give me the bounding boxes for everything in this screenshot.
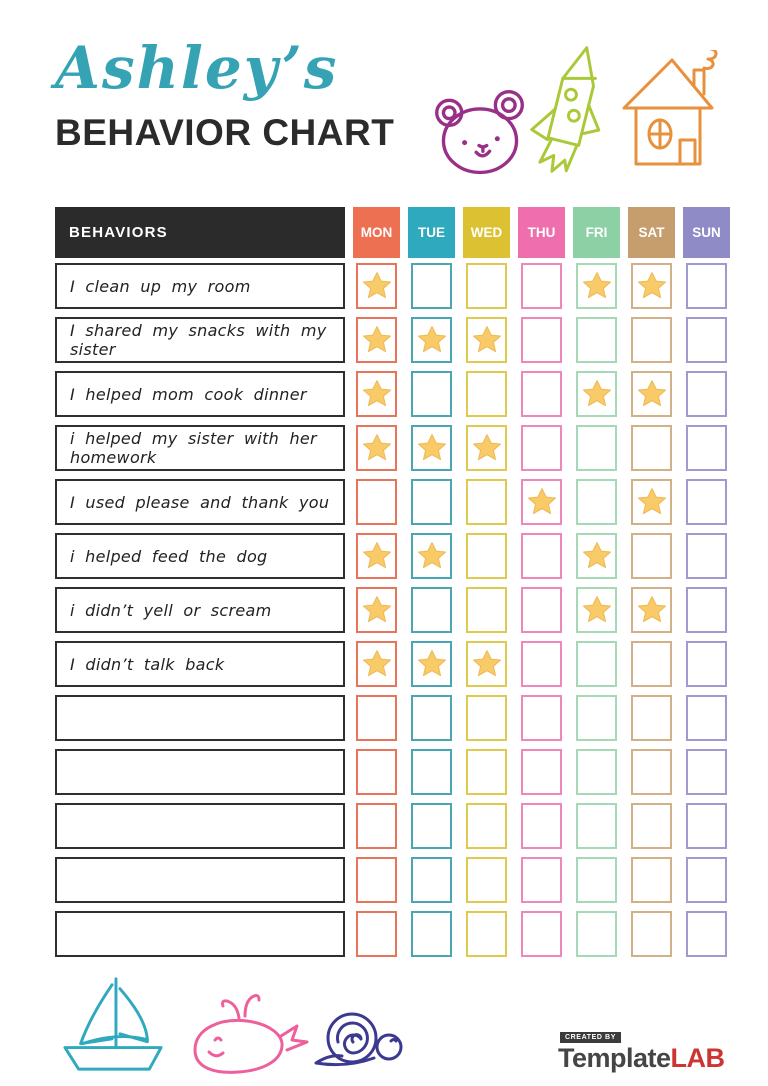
star-icon bbox=[471, 324, 503, 356]
templatelab-logo bbox=[558, 1026, 725, 1072]
day-cell-thu[interactable] bbox=[521, 263, 562, 309]
day-cell-fri[interactable] bbox=[576, 479, 617, 525]
star-icon bbox=[361, 432, 393, 464]
day-cell-wed[interactable] bbox=[466, 425, 507, 471]
day-header-tue: TUE bbox=[408, 207, 455, 258]
day-cell-wed[interactable] bbox=[466, 587, 507, 633]
day-cell-fri[interactable] bbox=[576, 263, 617, 309]
day-cell-thu[interactable] bbox=[521, 587, 562, 633]
day-cell-tue[interactable] bbox=[411, 749, 452, 795]
star-icon bbox=[361, 270, 393, 302]
day-cell-fri[interactable] bbox=[576, 641, 617, 687]
day-cell-thu[interactable] bbox=[521, 695, 562, 741]
day-cell-fri[interactable] bbox=[576, 911, 617, 957]
table-row bbox=[55, 749, 730, 795]
day-cell-sun[interactable] bbox=[686, 911, 727, 957]
brand-name: Template bbox=[558, 1043, 671, 1073]
behavior-label-box[interactable] bbox=[55, 803, 345, 849]
star-icon bbox=[636, 270, 668, 302]
day-cell-mon[interactable] bbox=[356, 263, 397, 309]
day-cell-tue[interactable] bbox=[411, 533, 452, 579]
table-row bbox=[55, 263, 730, 309]
star-icon bbox=[361, 378, 393, 410]
day-cell-tue[interactable] bbox=[411, 371, 452, 417]
day-cell-sun[interactable] bbox=[686, 641, 727, 687]
behavior-label-box[interactable]: i helped my sister with her homework bbox=[55, 425, 345, 471]
star-icon bbox=[636, 594, 668, 626]
behavior-label-box[interactable]: I clean up my room bbox=[55, 263, 345, 309]
day-header-wed: WED bbox=[463, 207, 510, 258]
day-cell-thu[interactable] bbox=[521, 911, 562, 957]
snail-icon bbox=[312, 1002, 408, 1074]
star-icon bbox=[471, 432, 503, 464]
day-cell-mon[interactable] bbox=[356, 641, 397, 687]
day-cell-sun[interactable] bbox=[686, 263, 727, 309]
day-cell-fri[interactable] bbox=[576, 587, 617, 633]
day-cell-fri[interactable] bbox=[576, 371, 617, 417]
day-cell-mon[interactable] bbox=[356, 533, 397, 579]
day-cell-wed[interactable] bbox=[466, 857, 507, 903]
behavior-label-box[interactable]: I helped mom cook dinner bbox=[55, 371, 345, 417]
day-cell-tue[interactable] bbox=[411, 695, 452, 741]
whale-icon bbox=[180, 988, 314, 1084]
day-cell-fri[interactable] bbox=[576, 695, 617, 741]
table-row bbox=[55, 641, 730, 687]
day-cell-thu[interactable] bbox=[521, 479, 562, 525]
day-cell-mon[interactable] bbox=[356, 479, 397, 525]
star-icon bbox=[361, 324, 393, 356]
day-cell-sat[interactable] bbox=[631, 911, 672, 957]
day-cell-tue[interactable] bbox=[411, 641, 452, 687]
day-cell-mon[interactable] bbox=[356, 749, 397, 795]
day-header-fri: FRI bbox=[573, 207, 620, 258]
star-icon bbox=[636, 378, 668, 410]
day-cell-sun[interactable] bbox=[686, 425, 727, 471]
star-icon bbox=[361, 594, 393, 626]
table-row bbox=[55, 533, 730, 579]
day-cell-tue[interactable] bbox=[411, 479, 452, 525]
table-header-row bbox=[55, 207, 730, 258]
behavior-label-box[interactable] bbox=[55, 749, 345, 795]
day-cell-fri[interactable] bbox=[576, 857, 617, 903]
day-cell-thu[interactable] bbox=[521, 425, 562, 471]
behavior-label-box[interactable]: I shared my snacks with my sister bbox=[55, 317, 345, 363]
day-cell-fri[interactable] bbox=[576, 533, 617, 579]
brand-wordmark bbox=[558, 1044, 725, 1072]
day-cell-tue[interactable] bbox=[411, 857, 452, 903]
day-cell-tue[interactable] bbox=[411, 317, 452, 363]
day-cell-sat[interactable] bbox=[631, 641, 672, 687]
day-cell-fri[interactable] bbox=[576, 749, 617, 795]
day-cell-thu[interactable] bbox=[521, 749, 562, 795]
behavior-table bbox=[55, 207, 730, 965]
day-cell-sat[interactable] bbox=[631, 479, 672, 525]
day-cell-thu[interactable] bbox=[521, 317, 562, 363]
day-cell-wed[interactable] bbox=[466, 479, 507, 525]
brand-suffix: LAB bbox=[670, 1043, 725, 1073]
day-cell-mon[interactable] bbox=[356, 587, 397, 633]
star-icon bbox=[581, 540, 613, 572]
day-header-mon: MON bbox=[353, 207, 400, 258]
sailboat-icon bbox=[58, 973, 170, 1077]
day-cell-thu[interactable] bbox=[521, 371, 562, 417]
star-icon bbox=[361, 540, 393, 572]
table-row bbox=[55, 695, 730, 741]
day-cell-sat[interactable] bbox=[631, 425, 672, 471]
day-cell-wed[interactable] bbox=[466, 749, 507, 795]
day-cell-sun[interactable] bbox=[686, 857, 727, 903]
day-cell-sat[interactable] bbox=[631, 371, 672, 417]
table-row bbox=[55, 371, 730, 417]
page-title: BEHAVIOR CHART bbox=[55, 112, 395, 153]
day-cell-sat[interactable] bbox=[631, 803, 672, 849]
day-cell-sat[interactable] bbox=[631, 533, 672, 579]
day-cell-wed[interactable] bbox=[466, 317, 507, 363]
day-cell-sun[interactable] bbox=[686, 317, 727, 363]
day-cell-mon[interactable] bbox=[356, 803, 397, 849]
star-icon bbox=[471, 648, 503, 680]
day-cell-fri[interactable] bbox=[576, 425, 617, 471]
day-cell-fri[interactable] bbox=[576, 803, 617, 849]
day-cell-wed[interactable] bbox=[466, 641, 507, 687]
star-icon bbox=[361, 648, 393, 680]
day-cell-sun[interactable] bbox=[686, 587, 727, 633]
day-cell-wed[interactable] bbox=[466, 803, 507, 849]
day-cell-tue[interactable] bbox=[411, 425, 452, 471]
day-cell-wed[interactable] bbox=[466, 695, 507, 741]
day-cell-wed[interactable] bbox=[466, 263, 507, 309]
star-icon bbox=[636, 486, 668, 518]
star-icon bbox=[416, 432, 448, 464]
day-cell-tue[interactable] bbox=[411, 911, 452, 957]
star-icon bbox=[581, 270, 613, 302]
day-cell-tue[interactable] bbox=[411, 263, 452, 309]
day-cell-sun[interactable] bbox=[686, 371, 727, 417]
day-cell-mon[interactable] bbox=[356, 371, 397, 417]
table-row bbox=[55, 857, 730, 903]
day-cell-mon[interactable] bbox=[356, 425, 397, 471]
house-icon bbox=[616, 50, 720, 174]
day-header-thu: THU bbox=[518, 207, 565, 258]
day-cell-sat[interactable] bbox=[631, 317, 672, 363]
day-cell-sun[interactable] bbox=[686, 695, 727, 741]
day-cell-wed[interactable] bbox=[466, 533, 507, 579]
day-cell-tue[interactable] bbox=[411, 803, 452, 849]
behavior-label-box[interactable]: i didn’t yell or scream bbox=[55, 587, 345, 633]
star-icon bbox=[416, 324, 448, 356]
day-cell-mon[interactable] bbox=[356, 911, 397, 957]
title-block bbox=[55, 28, 394, 154]
day-cell-thu[interactable] bbox=[521, 803, 562, 849]
table-row bbox=[55, 317, 730, 363]
table-row bbox=[55, 803, 730, 849]
star-icon bbox=[526, 486, 558, 518]
rocket-icon bbox=[528, 40, 614, 190]
table-row bbox=[55, 911, 730, 957]
day-cell-sun[interactable] bbox=[686, 803, 727, 849]
day-cell-thu[interactable] bbox=[521, 533, 562, 579]
day-cell-sun[interactable] bbox=[686, 479, 727, 525]
day-cell-wed[interactable] bbox=[466, 371, 507, 417]
table-row bbox=[55, 587, 730, 633]
behavior-label-box[interactable]: I didn’t talk back bbox=[55, 641, 345, 687]
day-cell-mon[interactable] bbox=[356, 317, 397, 363]
table-body bbox=[55, 263, 730, 957]
behavior-label-box[interactable]: I used please and thank you bbox=[55, 479, 345, 525]
table-row bbox=[55, 425, 730, 471]
day-cell-sat[interactable] bbox=[631, 695, 672, 741]
behavior-label-box[interactable] bbox=[55, 911, 345, 957]
day-cell-thu[interactable] bbox=[521, 857, 562, 903]
star-icon bbox=[581, 594, 613, 626]
star-icon bbox=[416, 540, 448, 572]
day-cell-sun[interactable] bbox=[686, 533, 727, 579]
day-cell-mon[interactable] bbox=[356, 857, 397, 903]
created-by-badge: CREATED BY bbox=[560, 1032, 621, 1043]
day-cell-sun[interactable] bbox=[686, 749, 727, 795]
day-cell-mon[interactable] bbox=[356, 695, 397, 741]
day-cell-sat[interactable] bbox=[631, 749, 672, 795]
day-cell-sat[interactable] bbox=[631, 857, 672, 903]
day-cell-sat[interactable] bbox=[631, 587, 672, 633]
behavior-label-box[interactable] bbox=[55, 857, 345, 903]
behaviors-header: BEHAVIORS bbox=[55, 207, 345, 258]
day-header-sat: SAT bbox=[628, 207, 675, 258]
day-header-sun: SUN bbox=[683, 207, 730, 258]
child-name-title: Ashley’s bbox=[55, 34, 339, 102]
table-row bbox=[55, 479, 730, 525]
star-icon bbox=[416, 648, 448, 680]
bear-icon bbox=[430, 86, 530, 180]
day-cell-fri[interactable] bbox=[576, 317, 617, 363]
behavior-label-box[interactable]: i helped feed the dog bbox=[55, 533, 345, 579]
day-cell-thu[interactable] bbox=[521, 641, 562, 687]
day-cell-sat[interactable] bbox=[631, 263, 672, 309]
behavior-label-box[interactable] bbox=[55, 695, 345, 741]
star-icon bbox=[581, 378, 613, 410]
day-cell-tue[interactable] bbox=[411, 587, 452, 633]
day-cell-wed[interactable] bbox=[466, 911, 507, 957]
